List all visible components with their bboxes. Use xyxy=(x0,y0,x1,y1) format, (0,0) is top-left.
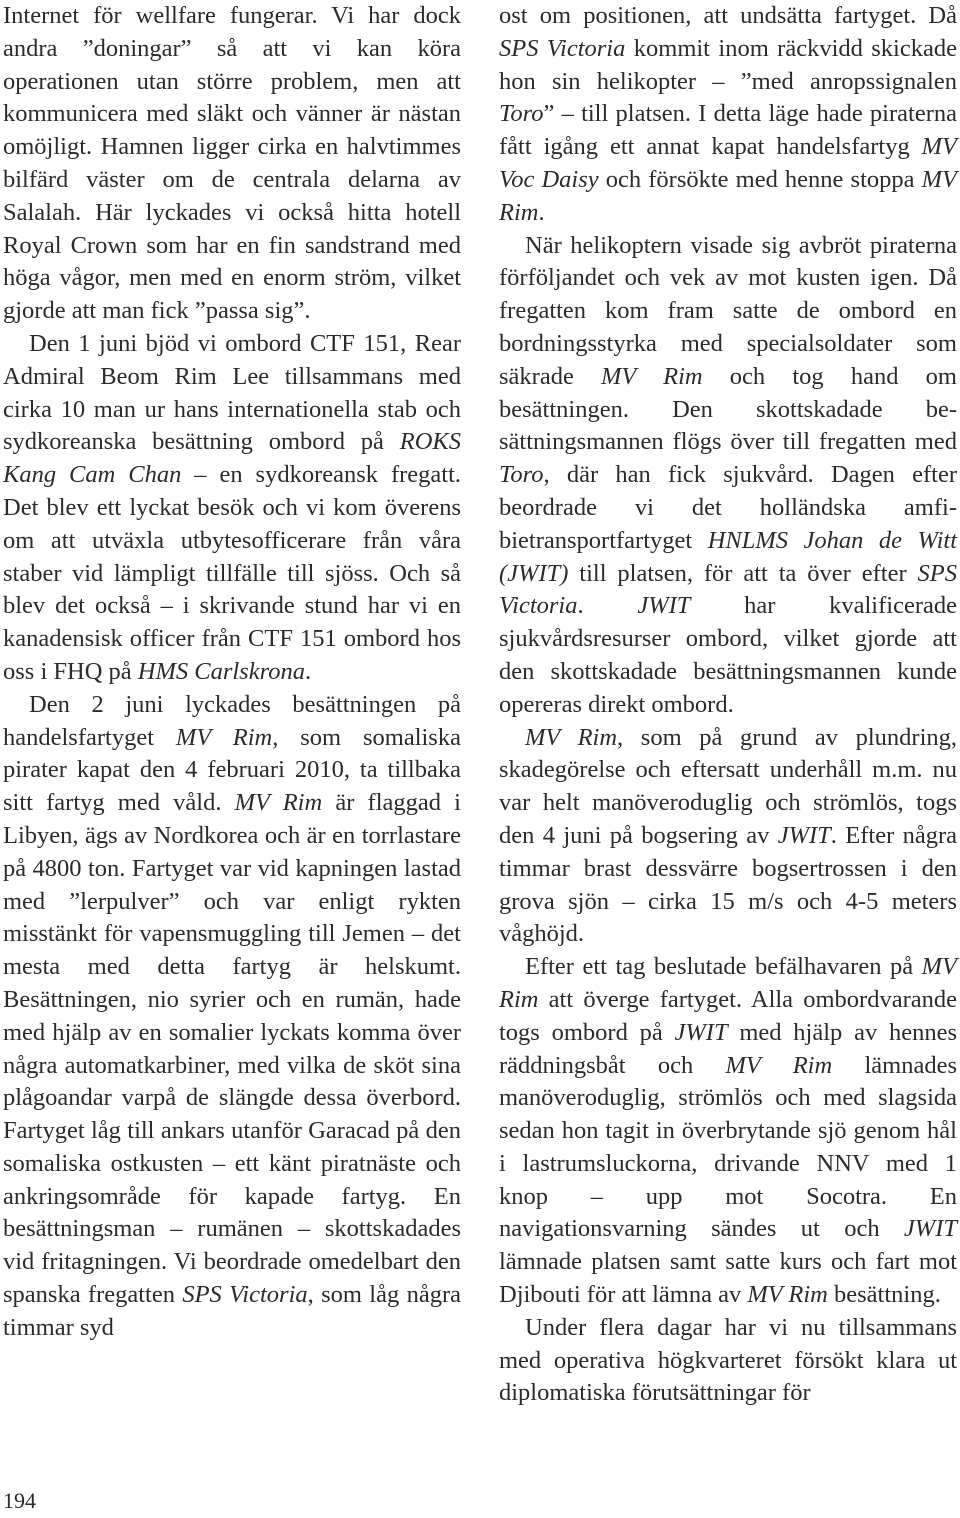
text-run: ” – till platsen. I detta läge hade piraterna fått igång ett annat kapat handelsfartyg xyxy=(499,100,957,161)
ship-name: SPS Victoria xyxy=(182,1281,308,1309)
ship-name: MV Voc Daisy xyxy=(499,133,957,193)
ship-name: MV Rim xyxy=(234,789,323,817)
page-number: 194 xyxy=(3,1488,36,1513)
ship-name: MV Rim xyxy=(175,723,273,751)
text-run: , där han fick sjukvård. Dagen efter beordrade vi det holländska amfibietransportfartyget xyxy=(499,461,957,554)
text-run: och tog hand om besättningen. Den skottskadade besättningsmannen flögs över till fregatten med xyxy=(499,362,957,456)
text-run: Efter ett tag beslutade befälhavaren på xyxy=(525,953,922,981)
paragraph xyxy=(3,328,461,689)
ship-name: HNLMS Johan de Witt (JWIT) xyxy=(499,526,957,587)
ship-name: MV Rim xyxy=(725,1051,833,1079)
text-run: . xyxy=(304,657,312,685)
text-run: med hjälp av hennes räddningsbåt och xyxy=(499,1018,957,1079)
paragraph xyxy=(499,230,957,722)
ship-name: HMS Carlskrona xyxy=(137,657,305,685)
ship-name: MV Rim xyxy=(601,362,703,390)
paragraph: Internet för wellfare fungerar. Vi har dock andra ”doningar” så att vi kan köra operationen utan större problem, men att kommunicera med släkt och vänner är nästan omöjligt. Hamnen ligger cirka en halvtimmes bilfärd väster om de centrala delarna av Salalah. Här lyckades vi också hitta hotell Royal Crown som har en fin sandstrand med höga vågor, men med en enorm ström, vilket gjorde att man fick ”passa sig”. xyxy=(3,2,461,325)
ship-name: JWIT xyxy=(637,592,691,620)
ship-name: MV Rim xyxy=(525,723,618,751)
text-run: är flaggad i Libyen, ägs av Nordkorea och är en torrlastare på 4800 ton. Fartyget var vid kapningen lastad med ”lerpulver” och var enligt rykten misstänkt för vapensmuggling till Jemen – det mesta med detta fartyg är helskumt. Besättningen, nio syrier och en rumän, hade med hjälp av en somalier lyckats komma över några automatkarbiner, med vilka de sköt sina plågoandar varpå de slängde dessa överbord. Fartyget låg till ankars utanför Garacad på den somaliska ostkusten – ett känt piratnäste och ankringsområde för kapade fartyg. En besättningsman – rumänen – skottskadades vid fritagningen. Vi beordrade omedelbart den spanska fregatten xyxy=(3,789,461,1309)
text-run: . Efter några timmar brast dessvärre bogsertrossen i den grova sjön – cirka 15 m/s och 4-5 meters våghöjd. xyxy=(499,821,957,948)
text-run: Den 1 juni bjöd vi ombord CTF 151, Rear Admiral Beom Rim Lee tillsammans med cirka 10 man ur hans internationella stab och sydkoreanska besättning ombord på xyxy=(3,329,461,456)
ship-name: SPS Victoria xyxy=(499,559,957,620)
article-column-right xyxy=(499,0,957,1410)
text-run: Den 2 juni lyckades besättningen på handelsfartyget xyxy=(3,690,461,751)
paragraph: Under flera dagar har vi nu tillsammans med operativa högkvarteret försökt klara ut diplomatiska förutsättningar för xyxy=(499,1313,957,1407)
callsign: Toro xyxy=(499,100,544,128)
text-run: lämnades manöveroduglig, strömlös och med slagsida sedan hon tagit in överbrytande sjö genom hål i lastrumsluckorna, drivande NNV med 1 knop – upp mot Socotra. En navigationsvarning sändes ut och xyxy=(499,1051,957,1243)
paragraph xyxy=(499,0,957,230)
paragraph xyxy=(499,722,957,952)
ship-name: JWIT xyxy=(777,821,831,849)
text-run: . xyxy=(538,198,545,226)
ship-name: JWIT xyxy=(674,1018,728,1046)
ship-name: ROKS Kang Cam Chan xyxy=(3,428,461,489)
text-run: att överge fartyget. Alla ombordvarande togs ombord på xyxy=(499,985,957,1046)
text-run: ost om positionen, att undsätta fartyget. Då xyxy=(499,2,957,29)
text-run: till platsen, för att ta över efter xyxy=(568,559,918,587)
text-run: kommit inom räckvidd skickade hon sin helikopter – ”med anropssignalen xyxy=(499,34,957,95)
article-column-left xyxy=(3,0,461,1345)
ship-name: MV Rim xyxy=(499,165,957,226)
text-run: lämnade platsen samt satte kurs och fart mot Djibouti för att lämna av xyxy=(499,1248,957,1309)
text-run: . xyxy=(577,592,638,620)
text-run: När helikoptern visade sig avbröt piraterna förföljandet och vek av mot kusten igen. Då fregatten kom fram satte de ombord en bordningsstyrka med specialsoldater som säkrade xyxy=(499,231,957,390)
text-run: – en sydkoreansk fregatt. Det blev ett lyckat besök och vi kom överens om att utväxla utbytesofficerare från våra staber vid lämpligt tillfälle till sjöss. Och så blev det också – i skrivande stund har vi en kanadensisk officer från CTF 151 ombord hos oss i FHQ på xyxy=(3,461,461,685)
ship-name: SPS Victoria xyxy=(499,34,626,62)
text-run: och försökte med henne stoppa xyxy=(598,165,922,193)
text-run: , som på grund av plundring, skadegörelse och eftersatt underhåll m.m. nu var helt manöveroduglig och strömlös, togs den 4 juni på bogsering av xyxy=(499,723,957,849)
ship-name: MV Rim xyxy=(747,1281,828,1309)
text-run: besättning. xyxy=(827,1281,941,1309)
ship-name: JWIT xyxy=(903,1215,957,1243)
text-run: , som låg några timmar syd xyxy=(3,1281,461,1341)
paragraph xyxy=(499,951,957,1312)
text-run: har kvalificerade sjukvårdsresurser ombord, vilket gjorde att den skottskadade besättningsmannen kunde opereras direkt ombord. xyxy=(499,592,957,718)
callsign: Toro xyxy=(499,461,544,489)
text-run: , som somaliska pirater kapat den 4 februari 2010, ta tillbaka sitt fartyg med våld. xyxy=(3,723,461,817)
paragraph xyxy=(3,689,461,1345)
ship-name: MV Rim xyxy=(499,953,957,1013)
